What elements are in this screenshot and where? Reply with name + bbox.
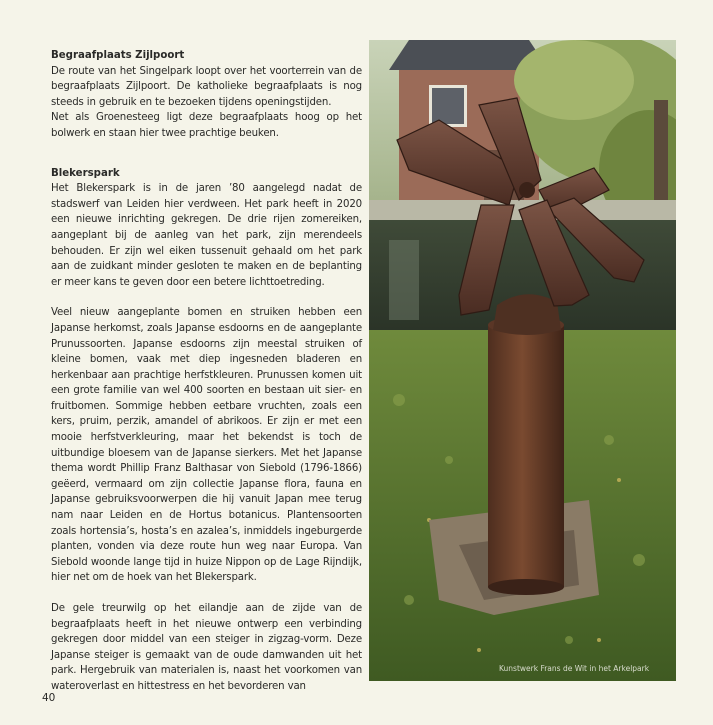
section-blekerspark bbox=[44, 166, 362, 695]
photo-credit: Kunstwerk Frans de Wit in het Arkelpark bbox=[499, 664, 650, 673]
sculpture-photo bbox=[369, 40, 676, 681]
text-column bbox=[44, 48, 362, 695]
page-number: 40 bbox=[42, 692, 56, 704]
section-begraafplaats-zijlpoort bbox=[44, 48, 362, 142]
section-heading: Blekerspark bbox=[51, 167, 120, 179]
body-paragraph: De route van het Singelpark loopt over het voorterrein van de begraafplaats Zijlpoort. De katholieke begraafplaats is nog steeds in gebruik en te bezoeken tijdens openingstijden. Net als Groenesteeg ligt deze begraafplaats hoog op het bolwerk en staan hier twee prachtige beuken. bbox=[51, 65, 362, 139]
body-paragraph: Veel nieuw aangeplante bomen en struiken hebben een Japanse herkomst, zoals Japanse esdoorns en de aangeplante Prunussoorten. Japanse esdoorns zijn meestal struiken of kleine bomen, vaak met diep ingesneden bladeren en herkenbaar aan prachtige herfstkleuren. Prunussen komen uit een grote familie van wel 400 soorten en bestaan uit sier- en fruitbomen. Sommige hebben eetbare vruchten, zoals een kers, pruim, perzik, amandel of abrikoos. Er zijn er met een mooie herfstverkleuring, maar het bekendst is toch de uitbundige bloesem van de Japanse sierkers. Met het Japanse thema wordt Phillip Franz Balthasar von Siebold (1796-1866) geëerd, vermaard om zijn collectie Japanse flora, fauna en Japanse gebruiksvoorwerpen die hij vanuit Japan mee terug nam naar Leiden en de Hortus botanicus. Plantensoorten zoals hortensia’s, hosta’s en azalea’s, inmiddels ingeburgerde planten, vonden via deze route hun weg naar Europa. Van Siebold woonde lange tijd in huize Nippon op de Lage Rijndijk, hier net om de hoek van het Blekerspark. bbox=[51, 307, 362, 584]
section-heading: Begraafplaats Zijlpoort bbox=[51, 50, 185, 61]
body-paragraph: Het Blekerspark is in de jaren ’80 aangelegd nadat de stadswerf van Leiden hier verdween. Het park heeft in 2020 een nieuwe inrichting gekregen. De drie rijen zomereiken, aangeplant bij de aanleg van het park, zijn merendeels behouden. Er zijn wel eiken tussenuit gehaald om het park aan de zuidkant minder gesloten te maken en de beplanting er meer kans te geven door een betere lichttoetreding. bbox=[51, 183, 362, 288]
sculpture-photo-illustration bbox=[369, 40, 676, 681]
body-paragraph: De gele treurwilg op het eilandje aan de zijde van de begraafplaats heeft in het nieuwe ontwerp een verbinding gekregen door middel van een steiger in zigzag-vorm. Deze Japanse steiger is gemaakt van de oude damwanden uit het park. Hergebruik van materialen is, naast het voorkomen van wateroverlast en hittestress en het bevorderen van bbox=[51, 603, 362, 692]
